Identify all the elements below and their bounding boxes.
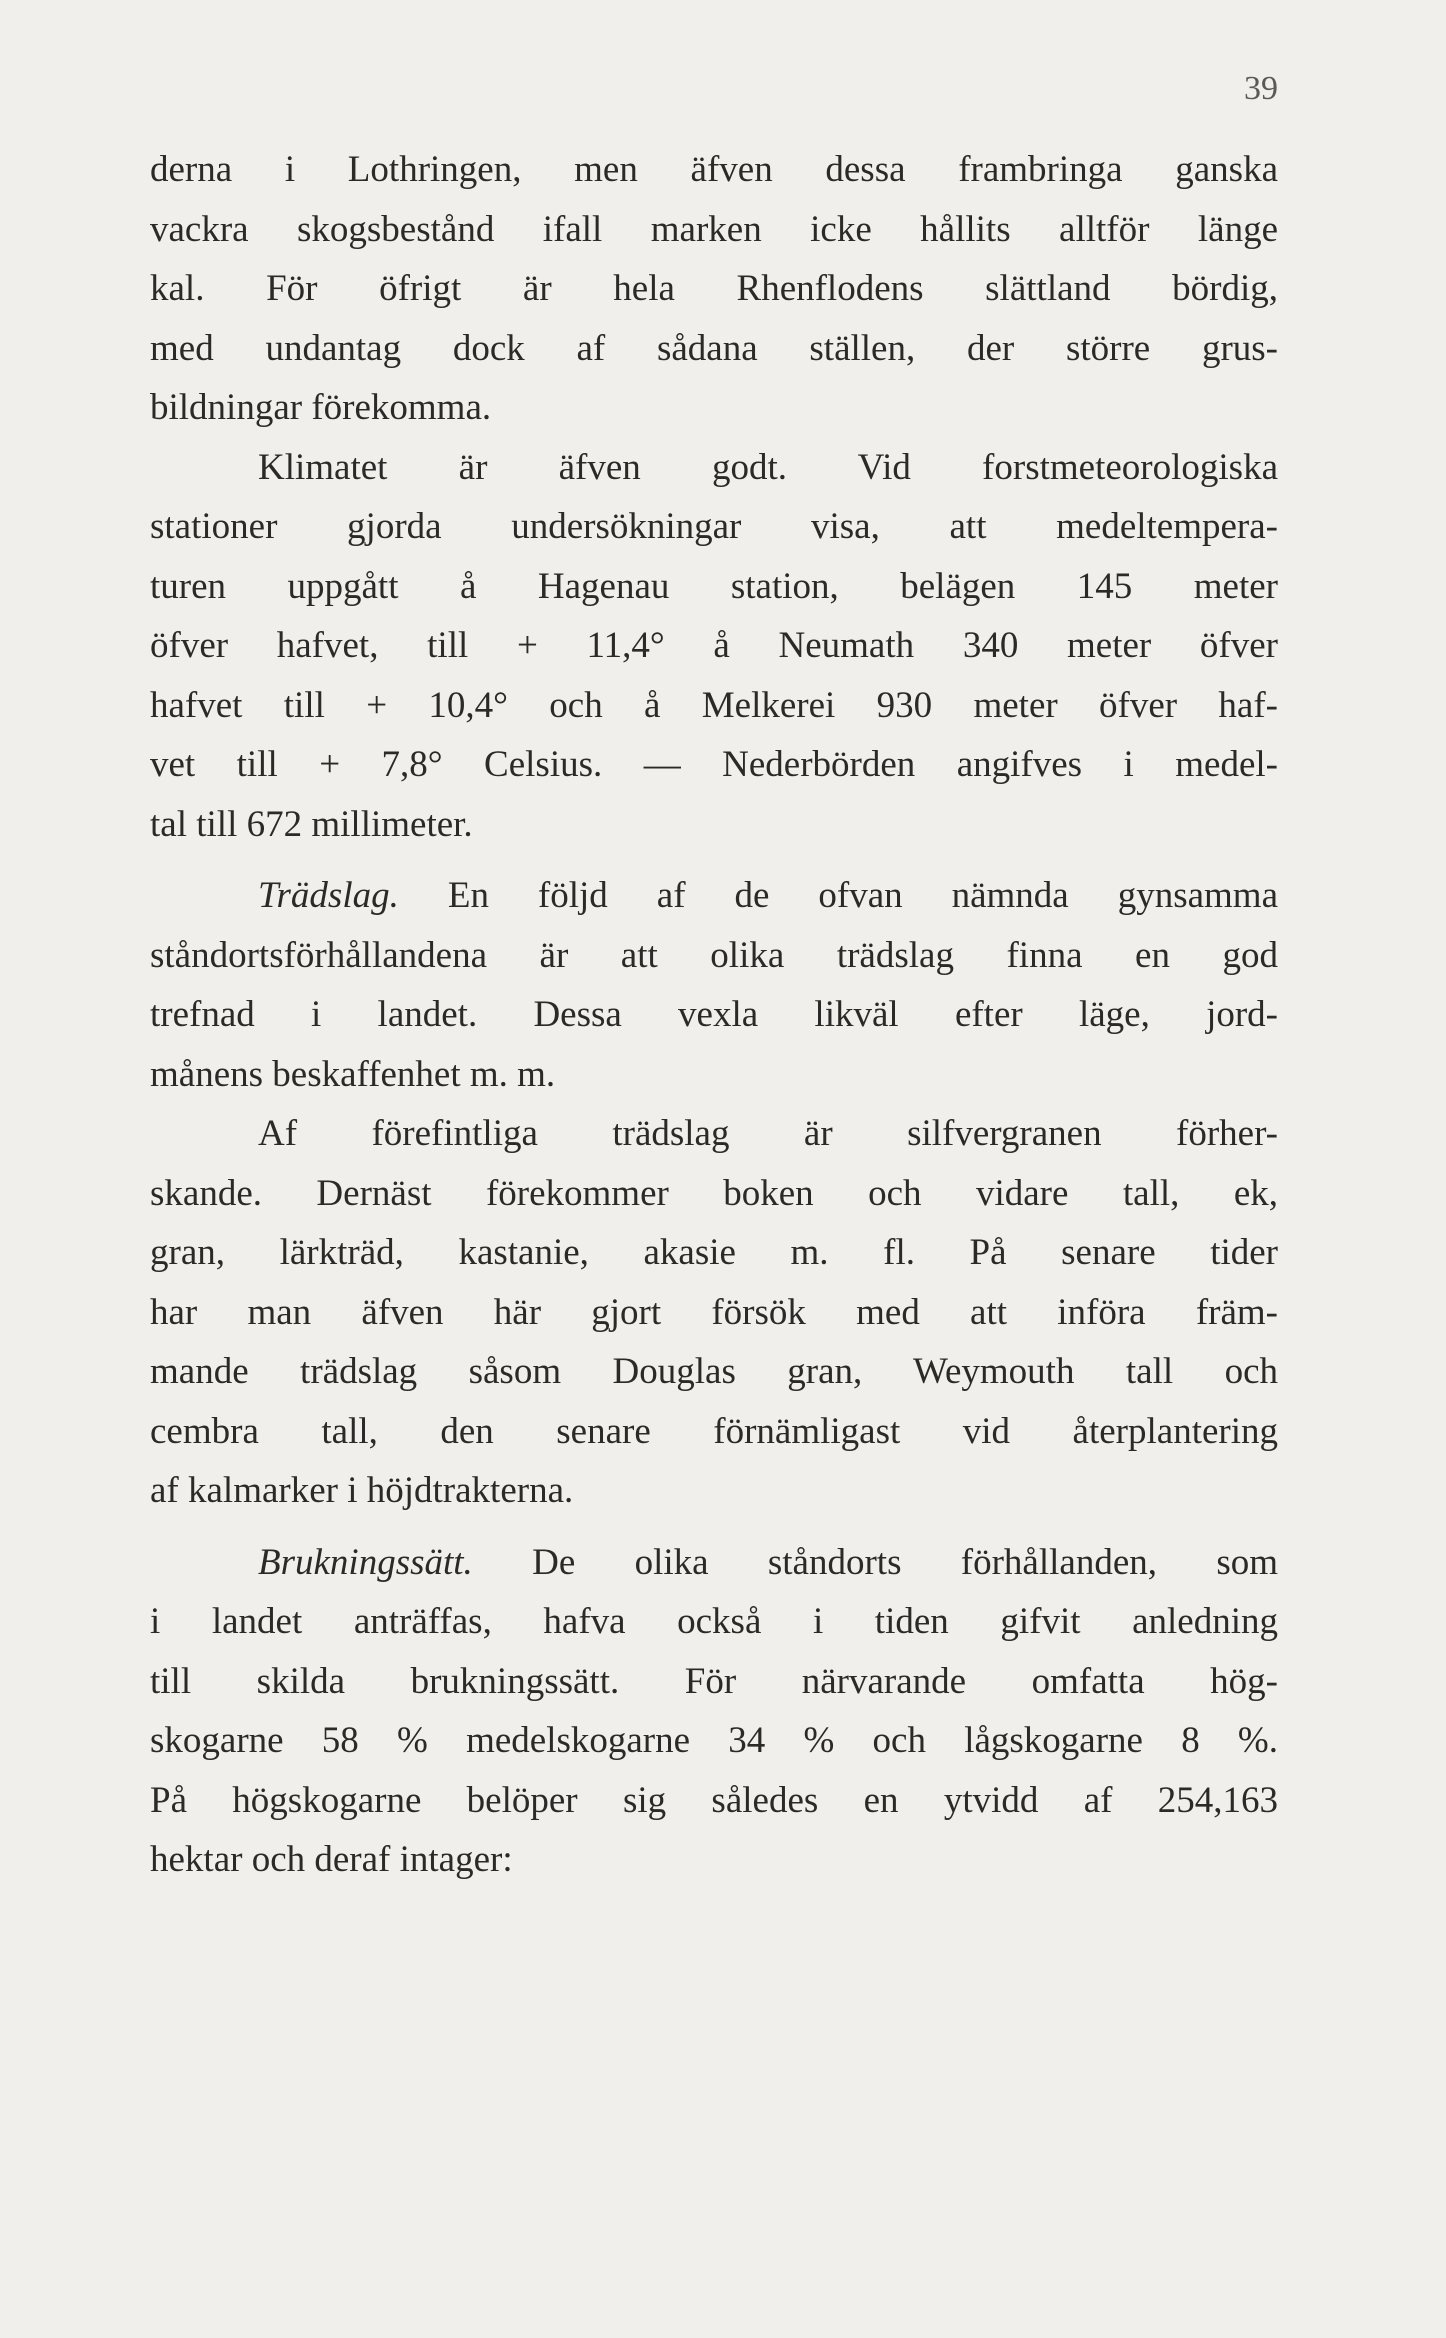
text-line: cembra tall, den senare förnämligast vid återplantering <box>150 1410 1278 1452</box>
text-line: vet till + 7,8° Celsius. — Nederbörden angifves i medel- <box>150 744 1278 785</box>
text-line: trefnad i landet. Dessa vexla likväl efter läge, jord- <box>150 994 1278 1035</box>
text-run: De olika ståndorts förhållanden, som <box>472 1541 1278 1583</box>
text-line <box>150 866 1278 926</box>
text-line: bildningar förekomma. <box>150 387 492 428</box>
paragraph <box>150 140 1278 438</box>
text-line: stationer gjorda undersökningar visa, att medeltempera- <box>150 506 1278 547</box>
section-heading: Trädslag. <box>258 875 399 916</box>
text-line: skogarne 58 % medelskogarne 34 % och lågskogarne 8 %. <box>150 1720 1278 1761</box>
text-line: vackra skogsbestånd ifall marken icke hållits alltför länge <box>150 208 1278 250</box>
section-heading: Brukningssätt. <box>258 1541 473 1583</box>
paragraph <box>150 1104 1278 1521</box>
text-line: Klimatet är äfven godt. Vid forstmeteorologiska <box>258 446 1278 488</box>
text-line: tal till 672 millimeter. <box>150 803 473 845</box>
text-line: öfver hafvet, till + 11,4° å Neumath 340 meter öfver <box>150 625 1278 666</box>
body-text <box>150 140 1278 1890</box>
text-line: kal. För öfrigt är hela Rhenflodens slättland bördig, <box>150 268 1278 309</box>
text-line: gran, lärkträd, kastanie, akasie m. fl. På senare tider <box>150 1232 1278 1273</box>
text-line: af kalmarker i höjdtrakterna. <box>150 1470 574 1511</box>
text-line: i landet anträffas, hafva också i tiden gifvit anledning <box>150 1601 1278 1642</box>
text-line: derna i Lothringen, men äfven dessa frambringa ganska <box>150 149 1278 190</box>
text-run: En följd af de ofvan nämnda gynsamma <box>398 875 1278 916</box>
text-line: hektar och deraf intager: <box>150 1839 513 1880</box>
paragraph <box>150 866 1278 1104</box>
text-line: har man äfven här gjort försök med att införa främ- <box>150 1291 1278 1333</box>
text-line: hafvet till + 10,4° och å Melkerei 930 meter öfver haf- <box>150 684 1278 726</box>
page-number: 39 <box>1244 70 1278 107</box>
text-line: På högskogarne belöper sig således en ytvidd af 254,163 <box>150 1779 1278 1821</box>
text-line <box>150 1533 1278 1593</box>
text-line: till skilda brukningssätt. För närvarande omfatta hög- <box>150 1660 1278 1702</box>
paragraph <box>150 438 1278 855</box>
text-line: Af förefintliga trädslag är silfvergranen förher- <box>258 1113 1278 1154</box>
text-line: månens beskaffenhet m. m. <box>150 1053 556 1095</box>
paragraph <box>150 1533 1278 1890</box>
text-line: mande trädslag såsom Douglas gran, Weymouth tall och <box>150 1351 1278 1392</box>
text-line: med undantag dock af sådana ställen, der större grus- <box>150 327 1278 369</box>
text-line: skande. Dernäst förekommer boken och vidare tall, ek, <box>150 1172 1278 1214</box>
text-line: turen uppgått å Hagenau station, belägen 145 meter <box>150 565 1278 607</box>
text-line: ståndortsförhållandena är att olika trädslag finna en god <box>150 934 1278 976</box>
